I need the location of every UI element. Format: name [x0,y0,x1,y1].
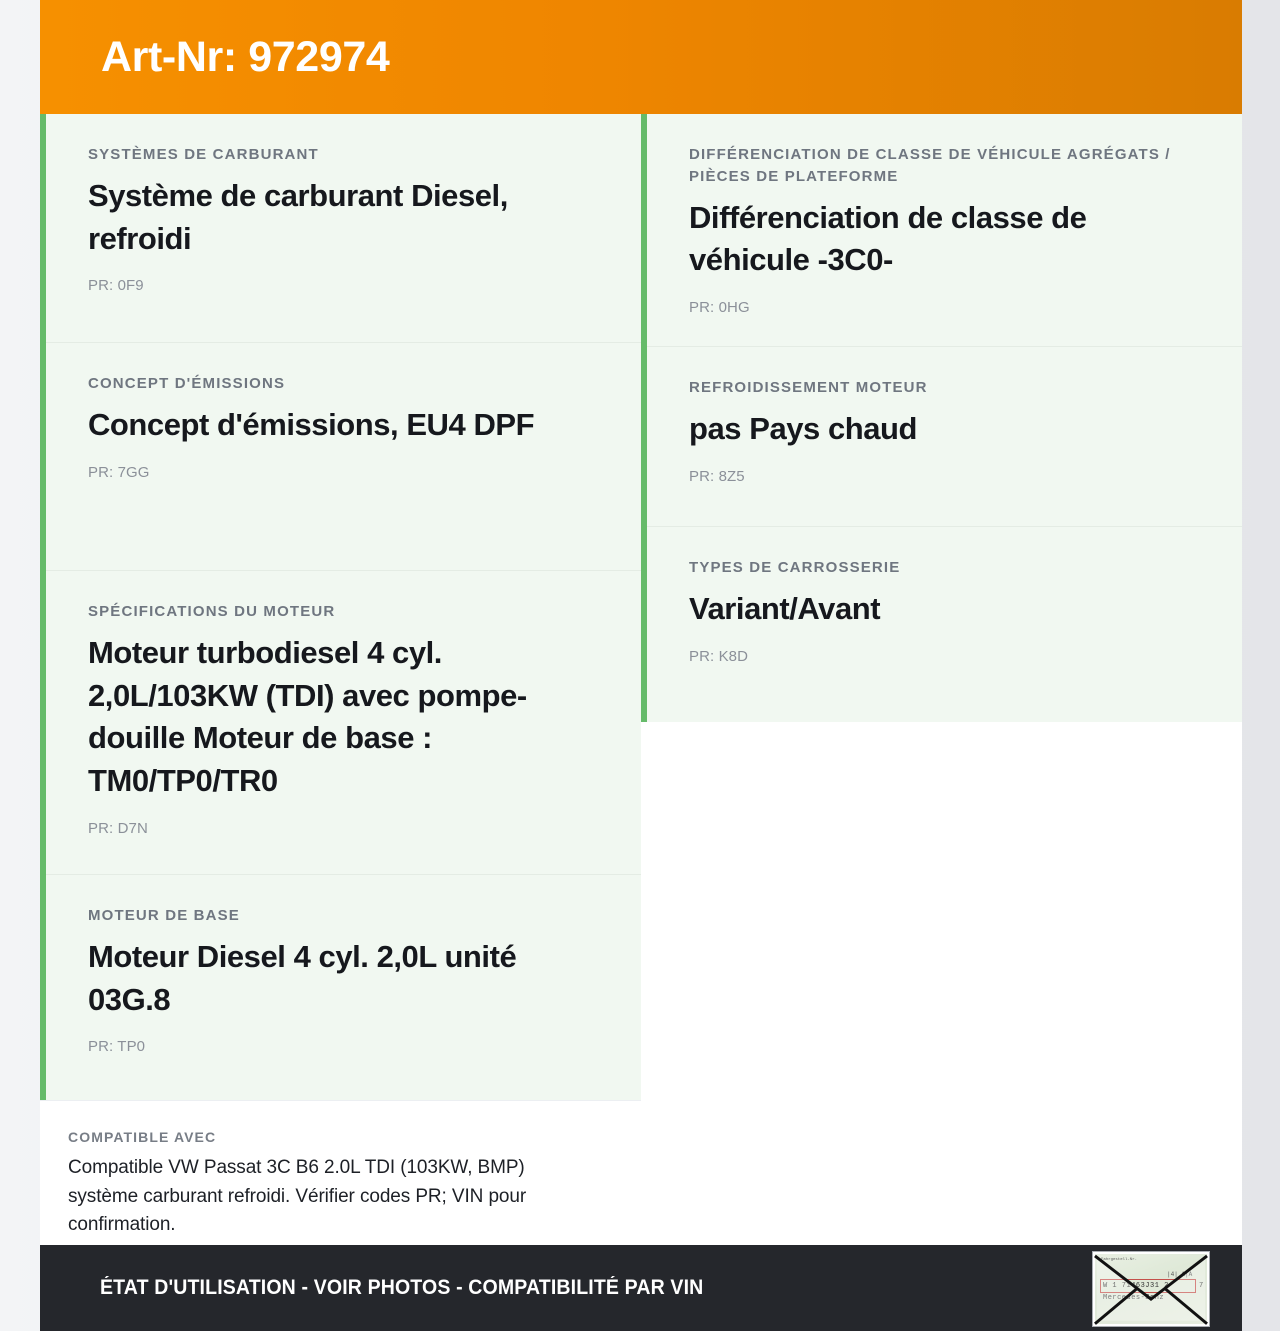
spec-value: Différenciation de classe de véhicule -3C0- [689,199,1087,278]
spec-value: Concept d'émissions, EU4 DPF [88,406,535,442]
spec-columns [40,114,1242,1240]
right-accent-rail [641,114,647,722]
spec-pr-code: PR: K8D [689,647,749,665]
spec-pr-code: PR: D7N [88,819,148,837]
thumbnail-caption: Fahrgestell-Nr. [1101,1258,1138,1262]
left-accent-rail [40,114,46,1100]
spec-label: SPÉCIFICATIONS DU MOTEUR [88,603,336,620]
footer-bar [40,1245,1242,1331]
spec-pr-code: PR: 0HG [689,299,750,317]
spec-label: MOTEUR DE BASE [88,907,240,924]
spec-card-engine-cooling[interactable] [641,347,1242,527]
page-title: Art-Nr: 972974 [101,32,390,81]
envelope-icon [1093,1252,1209,1327]
thumbnail-brand: Mercedes-Benz [1103,1294,1165,1302]
listing-sheet [40,0,1242,1331]
spec-card-body-type[interactable] [641,527,1242,722]
spec-card-engine-specifications[interactable] [40,571,641,875]
thumbnail-vin-tail: 7 [1199,1282,1204,1290]
spec-card-base-engine[interactable] [40,875,641,1100]
spec-pr-code: PR: 0F9 [88,277,144,295]
right-column [641,114,1242,722]
spec-pr-code: PR: TP0 [88,1038,146,1056]
left-cards [40,114,641,1100]
spec-value: pas Pays chaud [689,410,918,446]
thumbnail-alt-text: |4| A|A [1167,1271,1193,1278]
spec-value: Moteur Diesel 4 cyl. 2,0L unité 03G.8 [88,938,517,1017]
spec-card-vehicle-class-differentiation[interactable] [641,114,1242,347]
vin-document-thumbnail[interactable] [1092,1251,1210,1327]
spec-value: Moteur turbodiesel 4 cyl. 2,0L/103KW (TDI) avec pompe-douille Moteur de base : TM0/TP0/TR0 [88,634,527,799]
spec-value: Variant/Avant [689,590,881,626]
left-column [40,114,641,1276]
compatibility-text: Compatible VW Passat 3C B6 2.0L TDI (103KW, BMP) système carburant refroidi. Vérifier codes PR; VIN pour confirmation. [68,1157,527,1235]
spec-label: SYSTÈMES DE CARBURANT [88,146,319,163]
spec-card-emissions-concept[interactable] [40,343,641,571]
spec-pr-code: PR: 8Z5 [689,467,745,485]
spec-label: DIFFÉRENCIATION DE CLASSE DE VÉHICULE AGRÉGATS / PIÈCES DE PLATEFORME [689,146,1171,185]
thumbnail-vin: W 1 71463J31 2 [1103,1282,1169,1290]
spec-pr-code: PR: 7GG [88,463,150,481]
compatibility-label: COMPATIBLE AVEC [68,1129,217,1145]
spec-value: Système de carburant Diesel, refroidi [88,177,508,256]
spec-card-fuel-system[interactable] [40,114,641,343]
spec-label: REFROIDISSEMENT MOTEUR [689,379,928,397]
header-bar [40,0,1242,114]
right-cards [641,114,1242,722]
spec-label: CONCEPT D'ÉMISSIONS [88,375,286,392]
spec-label: TYPES DE CARROSSERIE [689,559,901,577]
footer-notice: ÉTAT D'UTILISATION - VOIR PHOTOS - COMPATIBILITÉ PAR VIN [100,1276,704,1299]
